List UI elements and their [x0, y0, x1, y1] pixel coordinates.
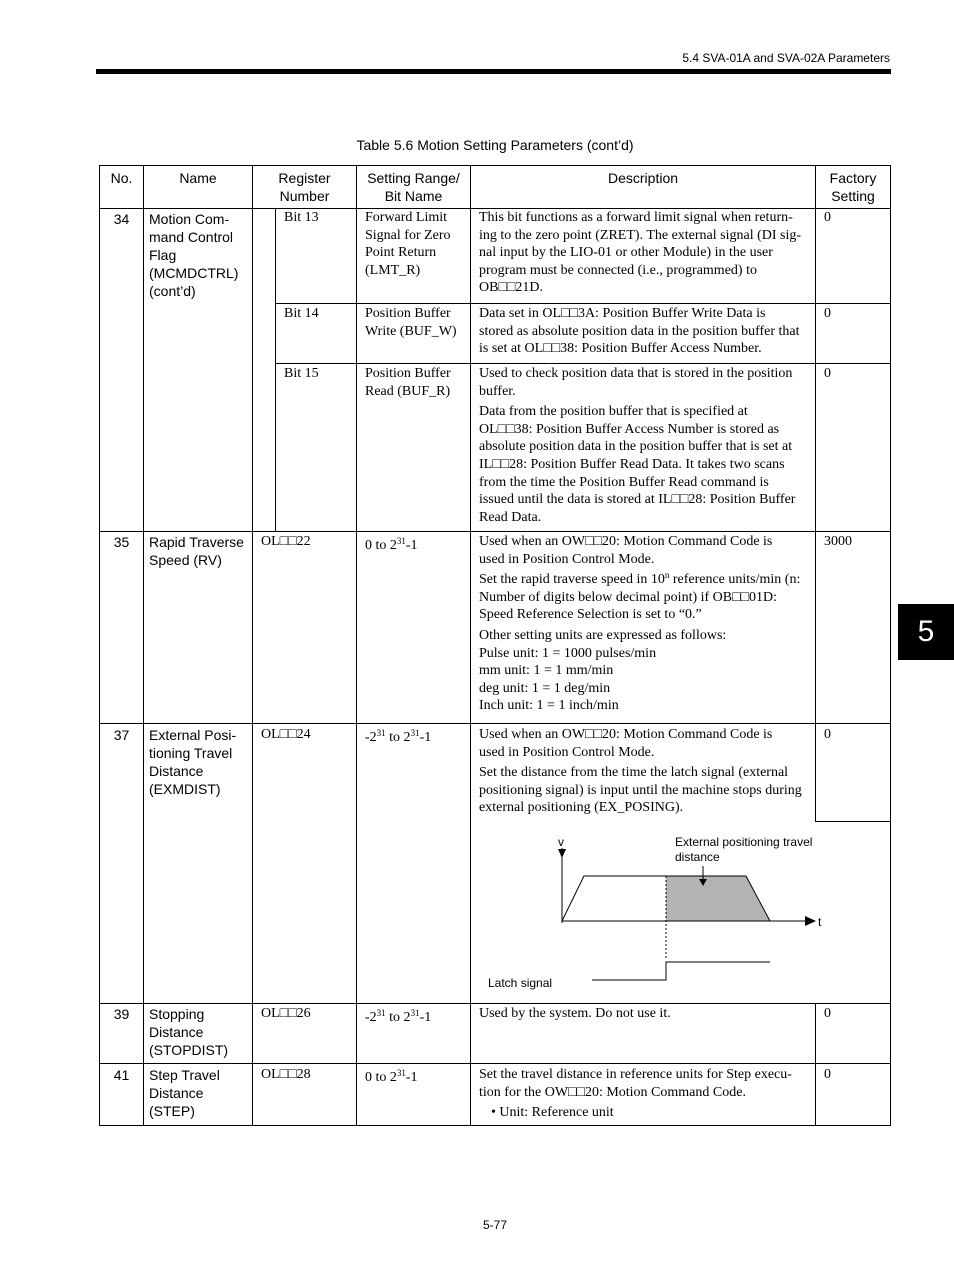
latch-label: Latch signal — [488, 976, 553, 990]
bit14-label: Bit 14 — [284, 306, 319, 321]
col-header-name: Name — [179, 170, 217, 186]
row37-range: $-2^{31}$ to $2^{31}-1$ — [365, 728, 432, 745]
bit13-description: This bit functions as a forward limit signal when return- ing to the zero point (ZRET). The external signal (DI sig- nal input by the LIO-01 or other Module) in the user program must be connected (i.e., programmed) to OB□□21D. — [479, 210, 802, 296]
t-axis-arrow — [805, 916, 816, 926]
bit15-label: Bit 15 — [284, 366, 319, 381]
page-number: 5-77 — [482, 1218, 508, 1232]
col-header-range: Setting Range/ Bit Name — [367, 170, 460, 204]
travel-label-1: External positioning travel — [675, 835, 813, 849]
row41-name: Step Travel Distance (STEP) — [149, 1067, 220, 1119]
v-label: v — [558, 835, 564, 849]
grid-line — [99, 531, 891, 532]
row41-no: 41 — [113, 1067, 130, 1083]
bit14-description: Data set in OL□□3A: Position Buffer Write Data is stored as absolute position data in the position buffer that is set at OL□□38: Position Buffer Access Number. — [479, 306, 800, 357]
bit15-name: Position Buffer Read (BUF_R) — [365, 366, 451, 399]
col-header-register: Register Number — [278, 170, 331, 204]
row34-no: 34 — [113, 211, 130, 227]
velocity-time-diagram — [470, 830, 870, 1002]
row35-register: OL□□22 — [261, 534, 311, 549]
row35-no: 35 — [113, 534, 130, 550]
bit15-description: Used to check position data that is stored in the position buffer. Data from the position buffer that is specified at OL□□38: Position Buffer Access Number is stored as absolute position data in the position buffer that is set at IL□□28: Position Buffer Read Data. It takes two scans from the time the Position Buffer Read command is issued until the data is stored at IL□□28: Position Buffer Read Data. — [479, 366, 796, 525]
row37-factory: 0 — [824, 727, 831, 742]
row37-register: OL□□24 — [261, 727, 311, 742]
row35-range: 0 to $2^{31}-1$ — [365, 536, 418, 553]
row39-name: Stopping Distance (STOPDIST) — [149, 1006, 229, 1058]
grid-line — [99, 723, 891, 724]
grid-line — [99, 165, 100, 1126]
row35-name: Rapid Traverse Speed (RV) — [149, 534, 244, 568]
col-header-no: No. — [110, 170, 133, 186]
row37-name: External Posi- tioning Travel Distance (EXMDIST) — [149, 727, 237, 797]
t-label: t — [818, 915, 822, 929]
travel-area — [666, 876, 770, 921]
row39-factory: 0 — [824, 1006, 831, 1021]
bit14-name: Position Buffer Write (BUF_W) — [365, 306, 457, 339]
travel-distance-diagram — [470, 830, 870, 1007]
grid-line — [99, 165, 891, 166]
table-caption: Table 5.6 Motion Setting Parameters (cont’d) — [356, 137, 634, 153]
grid-line — [275, 363, 891, 364]
grid-line — [275, 303, 891, 304]
bit13-label: Bit 13 — [284, 210, 319, 225]
grid-line — [815, 165, 816, 822]
v-axis-arrow — [558, 849, 566, 858]
grid-line — [99, 1063, 891, 1064]
row34-name: Motion Com- mand Control Flag (MCMDCTRL) (cont’d) — [149, 211, 239, 299]
row41-range: 0 to $2^{31}-1$ — [365, 1068, 418, 1085]
grid-line — [99, 1125, 891, 1126]
row39-register: OL□□26 — [261, 1006, 311, 1021]
bit13-factory: 0 — [824, 210, 831, 225]
bit13-name: Forward Limit Signal for Zero Point Return (LMT_R) — [365, 210, 451, 278]
row41-register: OL□□28 — [261, 1067, 311, 1082]
grid-line — [143, 165, 144, 1126]
row39-no: 39 — [113, 1006, 130, 1022]
latch-signal — [592, 962, 770, 980]
chapter-tab: 5 — [898, 604, 954, 660]
grid-line — [815, 821, 891, 822]
row35-factory: 3000 — [824, 534, 852, 549]
bit14-factory: 0 — [824, 306, 831, 321]
row37-no: 37 — [113, 727, 130, 743]
col-header-factory: Factory Setting — [829, 170, 877, 204]
bit15-factory: 0 — [824, 366, 831, 381]
row41-description: Set the travel distance in reference units for Step execu- tion for the OW□□20: Motion Command Code. • Unit: Reference unit — [479, 1067, 792, 1121]
grid-line — [890, 165, 891, 1126]
grid-line — [252, 165, 253, 1126]
header-rule — [96, 69, 891, 74]
section-header: 5.4 SVA-01A and SVA-02A Parameters — [682, 51, 890, 65]
row37-description: Used when an OW□□20: Motion Command Code is used in Position Control Mode. Set the distance from the time the latch signal (external positioning signal) is input until the machine stops during external positioning (EX_POSING). — [479, 727, 802, 816]
row39-description: Used by the system. Do not use it. — [479, 1006, 671, 1021]
row35-description: Used when an OW□□20: Motion Command Code is used in Position Control Mode. Set the rapid traverse speed in 10$^n$ reference units/min (n: Number of digits below decimal point) if OB□□01D: Speed Reference Selection is set to “0.” Other setting units are expressed as follows: Pulse unit: 1 = 1000 pulses/min mm unit: 1 = 1 mm/min deg unit: 1 = 1 deg/min Inch unit: 1 = 1 inch/min — [479, 534, 801, 714]
col-header-description: Description — [607, 170, 679, 186]
travel-label-2: distance — [675, 850, 720, 864]
row41-factory: 0 — [824, 1067, 831, 1082]
row39-range: $-2^{31}$ to $2^{31}-1$ — [365, 1008, 432, 1025]
